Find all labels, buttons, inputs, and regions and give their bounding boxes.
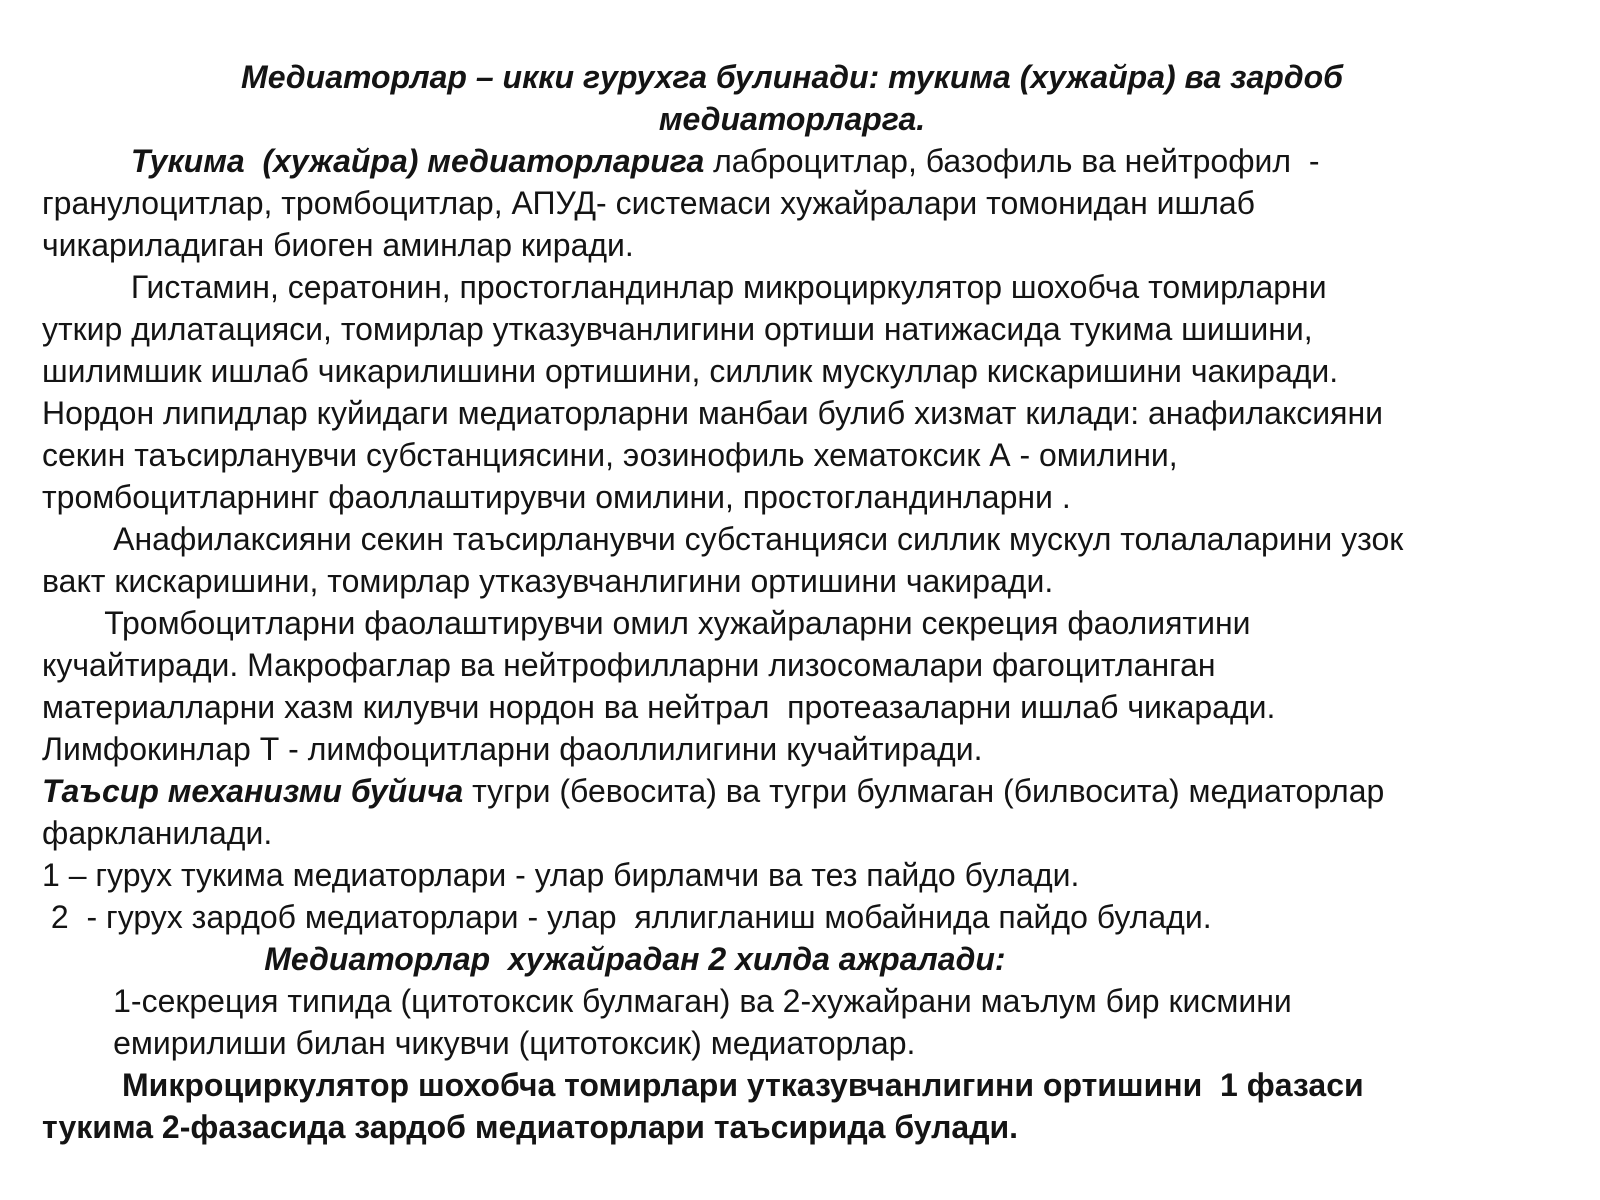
- paragraph-tissue-mediators-line-2: гранулоцитлар, тромбоцитлар, АПУД- системаси хужайралари томонидан ишлаб: [42, 185, 1255, 221]
- conclusion-line-1: Микроциркулятор шохобча томирлари утказувчанлигини ортишини 1 фазаси: [42, 1067, 1364, 1103]
- paragraph-histamine-line-2: уткир дилатацияси, томирлар утказувчанлигини ортиши натижасида тукима шишини,: [42, 311, 1313, 347]
- indent: [42, 941, 264, 977]
- paragraph-secretion-line-1: 1-секреция типида (цитотоксик булмаган) ва 2-хужайрани маълум бир кисмини: [42, 983, 1292, 1019]
- paragraph-histamine-line-3: шилимшик ишлаб чикарилишини ортишини, силлик мускуллар кискаришини чакиради.: [42, 353, 1339, 389]
- paragraph-histamine-line-6: тромбоцитларнинг фаоллаштирувчи омилини, простогландинларни .: [42, 479, 1071, 515]
- paragraph-platelet-line-3: материалларни хазм килувчи нордон ва нейтрал протеазаларни ишлаб чикаради.: [42, 689, 1276, 725]
- tissue-mediators-rest: лаброцитлар, базофиль ва нейтрофил -: [704, 143, 1320, 179]
- document-page: [42, 56, 1542, 1148]
- paragraph-histamine-line-5: секин таъсирланувчи субстанциясини, эозинофиль хематоксик А - омилини,: [42, 437, 1178, 473]
- paragraph-tissue-mediators-line-1: [42, 140, 1542, 182]
- paragraph-mechanism-line-1: [42, 770, 1542, 812]
- heading-line-2: медиаторларга.: [658, 101, 926, 137]
- paragraph-platelet-line-1: Тромбоцитларни фаолаштирувчи омил хужайраларни секреция фаолиятини: [42, 605, 1251, 641]
- mechanism-lead: Таъсир механизми буйича: [42, 773, 464, 809]
- tissue-mediators-lead: Тукима (хужайра) медиаторларига: [130, 143, 705, 179]
- indent: [42, 143, 131, 179]
- heading-line-1: Медиаторлар – икки гурухга булинади: тукима (хужайра) ва зардоб: [241, 59, 1343, 95]
- paragraph-secretion-line-2: емирилиши билан чикувчи (цитотоксик) медиаторлар.: [42, 1025, 916, 1061]
- list-item-2: 2 - гурух зардоб медиаторлари - улар яллигланиш мобайнида пайдо булади.: [42, 899, 1212, 935]
- paragraph-anaphylaxis-line-2: вакт кискаришини, томирлар утказувчанлигини ортишини чакиради.: [42, 563, 1054, 599]
- paragraph-anaphylaxis-line-1: Анафилаксияни секин таъсирланувчи субстанцияси силлик мускул толалаларини узок: [42, 521, 1404, 557]
- paragraph-platelet-line-2: кучайтиради. Макрофаглар ва нейтрофилларни лизосомалари фагоцитланган: [42, 647, 1216, 683]
- paragraph-mechanism-line-2: фаркланилади.: [42, 815, 273, 851]
- paragraph-tissue-mediators-line-3: чикариладиган биоген аминлар киради.: [42, 227, 634, 263]
- conclusion-line-2: тукима 2-фазасида зардоб медиаторлари таъсирида булади.: [42, 1109, 1019, 1145]
- list-item-1: 1 – гурух тукима медиаторлари - улар бирламчи ва тез пайдо булади.: [42, 857, 1080, 893]
- paragraph-histamine-line-4: Нордон липидлар куйидаги медиаторларни манбаи булиб хизмат килади: анафилаксияни: [42, 395, 1384, 431]
- subheading-text: Медиаторлар хужайрадан 2 хилда ажралади:: [264, 941, 1006, 977]
- subheading: [42, 938, 1542, 980]
- paragraph-histamine-line-1: Гистамин, сератонин, простогландинлар микроциркулятор шохобча томирларни: [42, 269, 1327, 305]
- paragraph-platelet-line-4: Лимфокинлар Т - лимфоцитларни фаоллилигини кучайтиради.: [42, 731, 983, 767]
- mechanism-rest: тугри (бевосита) ва тугри булмаган (билвосита) медиаторлар: [463, 773, 1385, 809]
